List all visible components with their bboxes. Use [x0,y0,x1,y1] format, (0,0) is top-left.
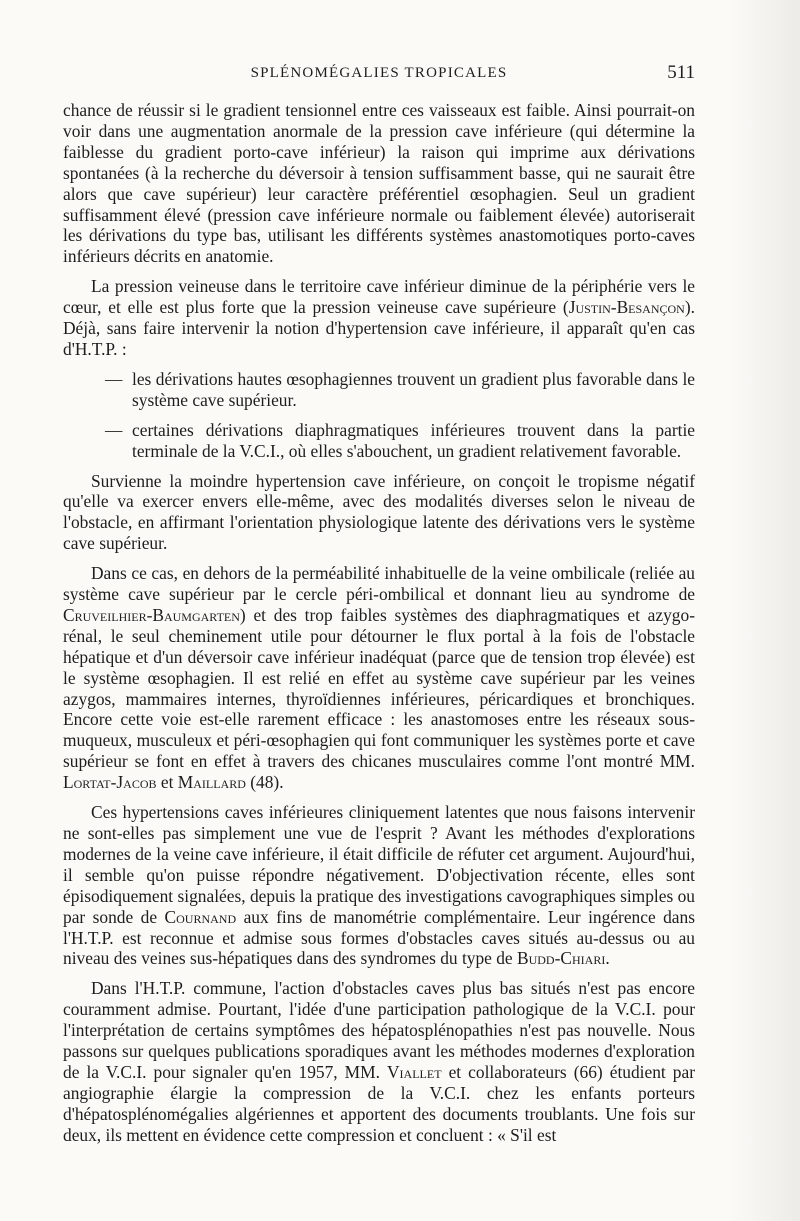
text-run: Ces hypertensions caves inférieures cliniquement latentes que nous faisons intervenir ne sont-elles pas simplement une vue de l'esprit ? Avant les méthodes d'explorations modernes de la veine cave inférieure, il était difficile de réfuter cet argument. Aujourd'hui, il semble qu'on puisse répondre négativement. D'objectivation récente, elles sont épisodiquement signalées, depuis la pratique des investigations cavographiques simples ou par sonde de [63,802,695,927]
author-name: Budd-Chiari [517,948,606,969]
dash-marker: — [105,419,123,440]
author-name: Cournand [164,906,237,927]
paragraph-5 [63,802,695,969]
paragraph-6 [63,978,695,1145]
body-text [63,100,695,1155]
paragraph-2 [63,276,695,360]
author-name: Maillard [177,772,246,793]
author-name: Viallet [387,1061,442,1082]
text-run: . [605,948,610,969]
text-run: aux fins de manométrie complémentaire. Leur ingérence dans l'H.T.P. est reconnue et admise sous formes d'obstacles caves situés au-dessus ou au niveau des veines sus-hépatiques dans des syndromes du type de [63,906,695,969]
text-run: ). Déjà, sans faire intervenir la notion d'hypertension cave inférieure, il apparaît qu'en cas d'H.T.P. : [63,297,695,359]
text-run: et collaborateurs (66) étudient par angiographie élargie la compression de la V.C.I. chez les enfants porteurs d'hépatosplénomégalies algériennes et apportent des documents troublants. Une fois sur deux, ils mettent en évidence cette compression et concluent : « S'il est [63,1061,695,1145]
list-item [63,420,695,462]
text-run: Dans ce cas, en dehors de la perméabilité inhabituelle de la veine ombilicale (reliée au système cave supérieur par le cercle péri-ombilical et donnant lieu au syndrome de [63,563,695,605]
list-item-text: certaines dérivations diaphragmatiques inférieures trouvent dans la partie terminale de la V.C.I., où elles s'abouchent, un gradient relativement favorable. [132,419,695,461]
text-run: La pression veineuse dans le territoire cave inférieur diminue de la périphérie vers le cœur, et elle est plus forte que la pression veineuse cave supérieure ( [63,276,695,318]
author-name: Lortat-Jacob [63,772,157,793]
text-run: (48). [245,772,284,793]
text-run: et [156,772,178,793]
paragraph-3: Survienne la moindre hypertension cave inférieure, on conçoit le tropisme négatif qu'elle va exercer envers elle-même, avec des modalités diverses selon le niveau de l'obstacle, en affirmant l'orientation physiologique latente des dérivations vers le système cave supérieur. [63,470,695,554]
author-name: Justin-Besançon [568,297,685,318]
dash-marker: — [105,368,123,389]
list-item [63,369,695,411]
list-item-text: les dérivations hautes œsophagiennes trouvent un gradient plus favorable dans le système cave supérieur. [132,368,695,410]
text-run: Dans l'H.T.P. commune, l'action d'obstacles caves plus bas situés n'est pas encore couramment admise. Pourtant, l'idée d'une participation pathologique de la V.C.I. pour l'interprétation de certains symptômes des hépatosplénopathies n'est pas nouvelle. Nous passons sur quelques publications sporadiques avant les méthodes modernes d'exploration de la V.C.I. pour signaler qu'en 1957, MM. [63,978,695,1082]
text-run: ) et des trop faibles systèmes des diaphragmatiques et azygo-rénal, le seul cheminement utile pour détourner le flux portal à la fois de l'obstacle hépatique et d'un déversoir cave inférieur inadéquat (parce que de tension trop élevée) est le système œsophagien. Il est relié en effet au système cave supérieur par les veines azygos, mammaires internes, thyroïdiennes inférieures, péricardiques et bronchiques. Encore cette voie est-elle rarement efficace : les anastomoses entre les réseaux sous-muqueux, musculeux et péri-œsophagien qui font communiquer les systèmes porte et cave supérieur se font en effet à travers des chicanes musculaires comme l'ont montré MM. [63,604,695,772]
paragraph-1: chance de réussir si le gradient tensionnel entre ces vaisseaux est faible. Ainsi pourrait-on voir dans une augmentation anormale de la pression cave inférieure (qui détermine la faiblesse du gradient porto-cave inférieur) la raison qui imprime aux dérivations spontanées (à la recherche du déversoir à tension suffisamment basse, qui ne saurait être alors que cave supérieur) leur caractère préférentiel œsophagien. Seul un gradient suffisamment élevé (pression cave inférieure normale ou faiblement élevée) autoriserait les dérivations du type bas, utilisant les différents systèmes anastomotiques porto-caves inférieurs décrits en anatomie. [63,100,695,267]
page-number: 511 [667,62,695,83]
page-edge-shadow [730,0,800,1221]
running-title: SPLÉNOMÉGALIES TROPICALES [250,65,508,81]
running-header [63,62,695,84]
paragraph-4 [63,563,695,793]
author-name: Cruveilhier-Baumgarten [63,604,240,625]
